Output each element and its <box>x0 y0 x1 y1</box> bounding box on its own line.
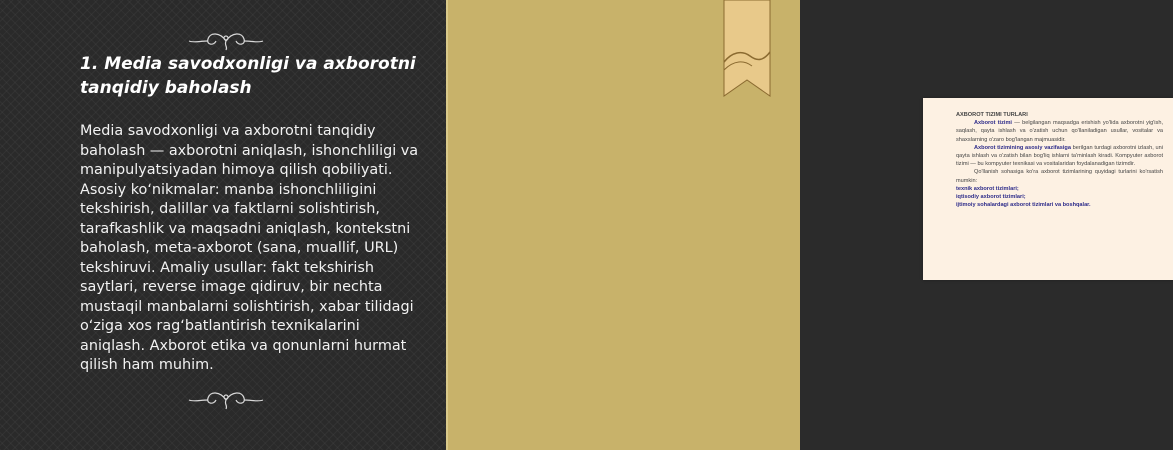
card-text-2: berilgan turdagi axborotni izlash, uni qayta ishlash va o'zatish bilan bog'liq ishlarni ta'minlash kiradi. Kompyuter axborot tizimi — bu kompyuter texnikasi va vositalaridan foydalanadigan tizimdir. <box>956 144 1164 168</box>
info-card-image <box>923 98 1173 280</box>
card-paragraph-1 <box>956 119 1163 144</box>
card-text-1: — belgilangan maqsadga erishish yo'lida axborotni yig'ish, saqlash, qayta ishlash va o'zatish uchun qo'llaniladigan usullar, vositalar va shaxslarning o'zaro bog'langan majmuasidir. <box>956 120 1163 143</box>
card-list-item: iqtisodiy axborot tizimlari; <box>956 194 1026 201</box>
card-paragraph-2 <box>956 144 1163 169</box>
card-list-item: ijtimoiy sohalardagi axborot tizimlari va boshqalar. <box>956 202 1091 209</box>
card-term-1: Axborot tizimi <box>974 120 1012 127</box>
left-panel <box>0 0 446 450</box>
card-list-item: texnik axborot tizimlari; <box>956 185 1019 192</box>
card-paragraph-3: Qo'llanish sohasiga ko'ra axborot tizimlarining quyidagi turlarini ko'rsatish mumkin: <box>956 169 1163 184</box>
flourish-ornament-icon <box>188 389 264 411</box>
slide-title: 1. Media savodxonligi va axborotni tanqidiy baholash <box>80 54 416 98</box>
card-title: AXBOROT TIZIMI TURLARI <box>956 112 1028 118</box>
bookmark-ribbon-icon <box>722 0 772 104</box>
card-term-2: Axborot tizimining asosiy vazifasiga <box>974 144 1071 151</box>
flourish-ornament-icon <box>188 30 264 52</box>
slide-body-text: Media savodxonligi va axborotni tanqidiy baholash — axborotni aniqlash, ishonchliligi va manipulyatsiyadan himoya qilish qobiliyati. Asosiy koʻnikmalar: manba ishonchliligini tekshirish, dalillar va faktlarni solishtirish, tarafkashlik va maqsadni aniqlash, kontekstni baholash, meta-axborot (sana, muallif, URL) tekshiruvi. Amaliy usullar: fakt tekshirish saytlari, reverse image qidiruv, bir nechta mustaqil manbalarni solishtirish, xabar tilidagi oʻziga xos ragʻbatlantirish texnikalarini aniqlash. Axborot etika va qonunlarni hurmat qilish ham muhim. <box>80 123 419 373</box>
